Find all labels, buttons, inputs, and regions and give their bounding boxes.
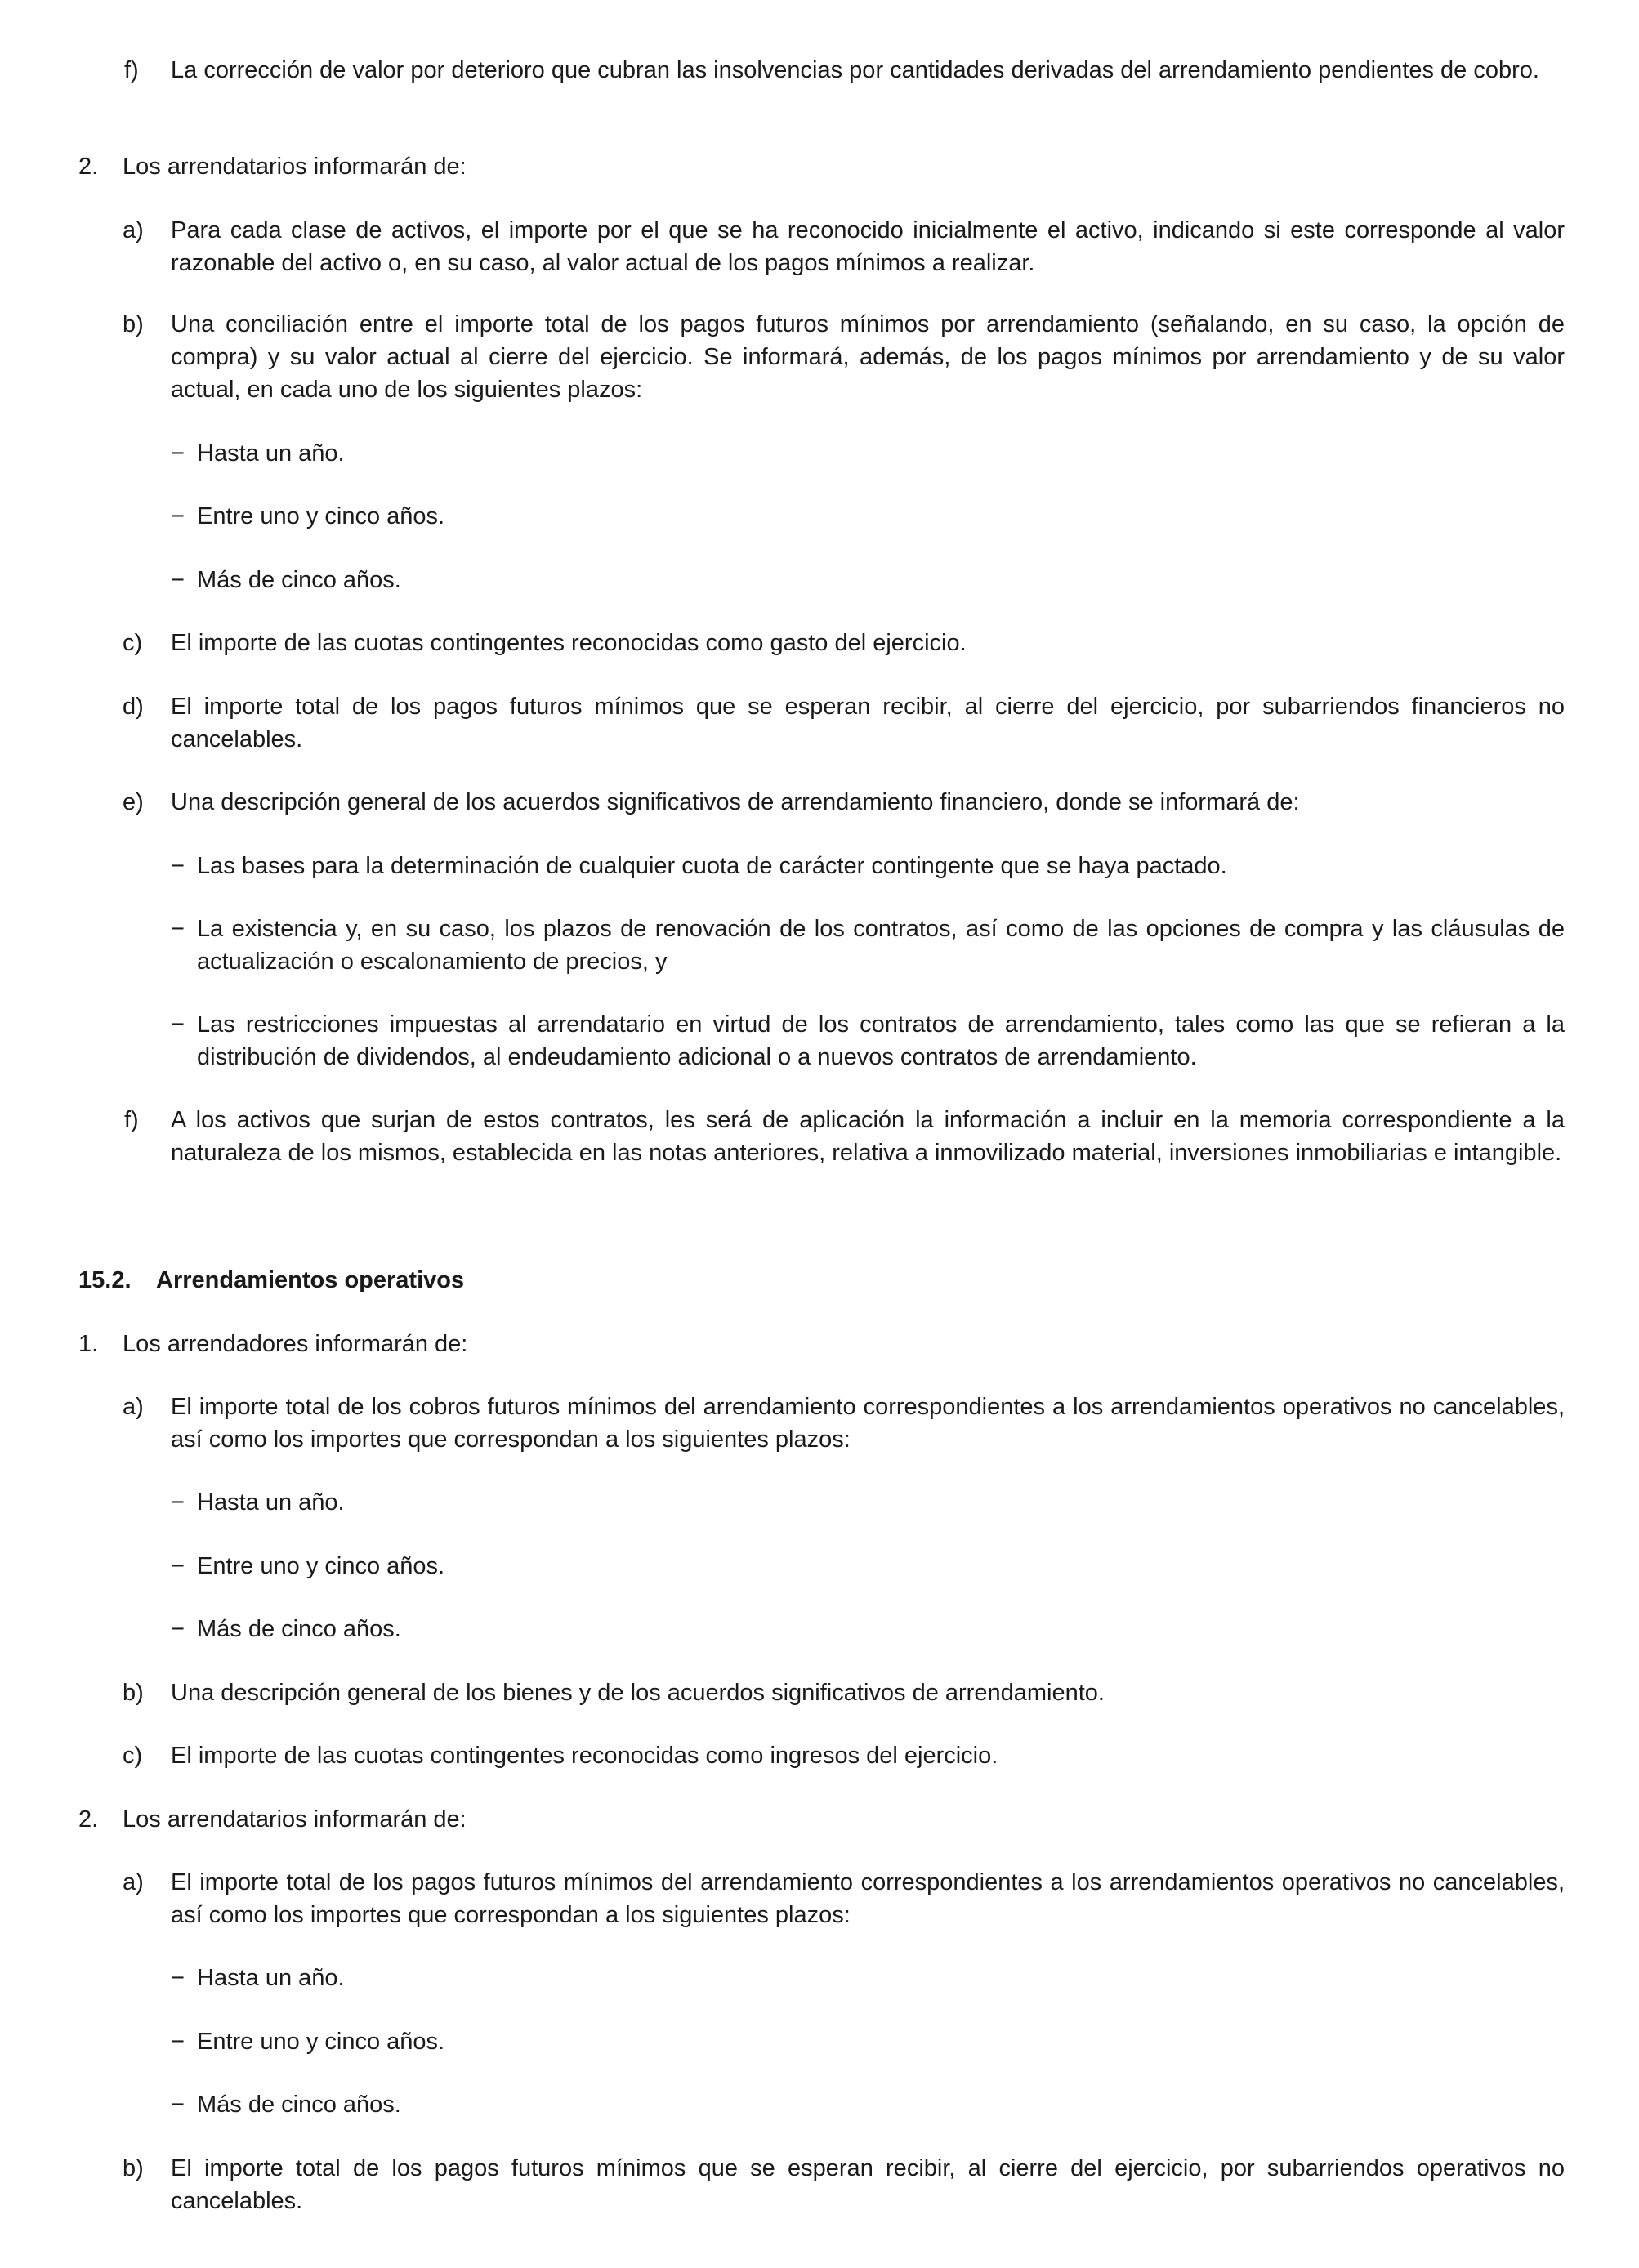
dash-marker: − (171, 1965, 185, 1991)
item-text: Los arrendadores informarán de: (123, 1331, 468, 1357)
item-text: El importe total de los pagos futuros mínimos del arrendamiento correspondientes a los arrendamientos operativos no cancelables, así como los importes que correspondan a los siguientes plazos: (171, 1869, 1565, 1928)
item-text: La existencia y, en su caso, los plazos de renovación de los contratos, así como de las opciones de compra y las cláusulas de actualización o escalonamiento de precios, y (197, 916, 1565, 975)
item-label: c) (123, 630, 143, 656)
item-label: b) (123, 311, 144, 337)
item-text: El importe total de los cobros futuros mínimos del arrendamiento correspondientes a los arrendamientos operativos no cancelables, así como los importes que correspondan a los siguientes plazos: (171, 1394, 1565, 1453)
dash-marker: − (171, 2029, 185, 2055)
item-text: Más de cinco años. (197, 1616, 401, 1642)
item-label: 1. (78, 1331, 99, 1357)
item-label: b) (123, 1680, 144, 1706)
item-label: b) (123, 2155, 144, 2181)
item-label: c) (123, 1743, 143, 1769)
item-text: Entre uno y cinco años. (197, 1553, 445, 1579)
dash-marker: − (171, 567, 185, 593)
item-text: A los activos que surjan de estos contratos, les será de aplicación la información a incluir en la memoria correspondiente a la naturaleza de los mismos, establecida en las notas anteriores, relativa a inmovilizado material, inversiones inmobiliarias e intangible. (171, 1107, 1565, 1166)
item-text: Una descripción general de los bienes y de los acuerdos significativos de arrendamiento. (171, 1680, 1105, 1706)
item-label: e) (123, 789, 144, 815)
item-label: a) (123, 217, 144, 243)
item-text: El importe total de los pagos futuros mínimos que se esperan recibir, al cierre del ejercicio, por subarriendos financieros no cancelables. (171, 694, 1565, 752)
dash-marker: − (171, 440, 185, 467)
item-label: d) (123, 694, 144, 720)
dash-marker: − (171, 1489, 185, 1516)
item-text: La corrección de valor por deterioro que cubran las insolvencias por cantidades derivadas del arrendamiento pendientes de cobro. (171, 57, 1539, 83)
item-label: 2. (78, 1806, 99, 1833)
item-text: El importe total de los pagos futuros mínimos que se esperan recibir, al cierre del ejercicio, por subarriendos operativos no cancelables. (171, 2155, 1565, 2214)
item-text: Para cada clase de activos, el importe por el que se ha reconocido inicialmente el activo, indicando si este corresponde al valor razonable del activo o, en su caso, al valor actual de los pagos mínimos a realizar. (171, 217, 1565, 276)
item-text: El importe de las cuotas contingentes reconocidas como ingresos del ejercicio. (171, 1743, 998, 1769)
item-text: Las restricciones impuestas al arrendatario en virtud de los contratos de arrendamiento, tales como las que se refieran a la distribución de dividendos, al endeudamiento adicional o a nuevos contratos de arrendamiento. (197, 1011, 1565, 1070)
item-text: Los arrendatarios informarán de: (123, 154, 467, 180)
item-text: Entre uno y cinco años. (197, 503, 445, 529)
item-text: Más de cinco años. (197, 567, 401, 593)
item-text: Una conciliación entre el importe total de los pagos futuros mínimos por arrendamiento (señalando, en su caso, la opción de compra) y su valor actual al cierre del ejercicio. Se informará, además, de los pagos mínimos por arrendamiento y de su valor actual, en cada uno de los siguientes plazos: (171, 311, 1565, 403)
section-title: Arrendamientos operativos (156, 1267, 465, 1293)
item-label: a) (123, 1869, 144, 1895)
item-text: El importe de las cuotas contingentes reconocidas como gasto del ejercicio. (171, 630, 967, 656)
dash-marker: − (171, 916, 185, 942)
section-number: 15.2. (78, 1267, 132, 1293)
item-text: Una descripción general de los acuerdos significativos de arrendamiento financiero, donde se informará de: (171, 789, 1300, 815)
dash-marker: − (171, 503, 185, 529)
item-text: Hasta un año. (197, 1489, 345, 1516)
item-text: Las bases para la determinación de cualquier cuota de carácter contingente que se haya pactado. (197, 853, 1227, 879)
item-text: Entre uno y cinco años. (197, 2029, 445, 2055)
dash-marker: − (171, 1616, 185, 1642)
dash-marker: − (171, 853, 185, 879)
item-label: f) (124, 57, 139, 83)
item-label: a) (123, 1394, 144, 1420)
dash-marker: − (171, 1553, 185, 1579)
item-label: f) (124, 1107, 139, 1133)
item-label: 2. (78, 154, 99, 180)
item-text: Hasta un año. (197, 440, 345, 467)
dash-marker: − (171, 1011, 185, 1038)
item-text: Más de cinco años. (197, 2092, 401, 2118)
item-text: Los arrendatarios informarán de: (123, 1806, 467, 1833)
dash-marker: − (171, 2092, 185, 2118)
item-text: Hasta un año. (197, 1965, 345, 1991)
